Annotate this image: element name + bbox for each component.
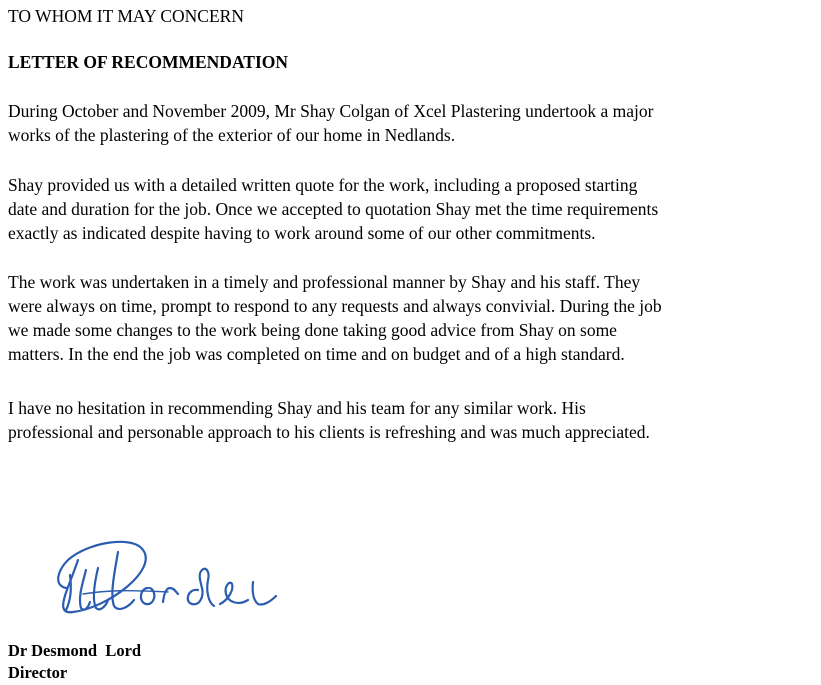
paragraph-recommendation [8,396,650,444]
signatory-title: Director [8,663,68,682]
paragraph-line: date and duration for the job. Once we accepted to quotation Shay met the time requirements [8,199,659,219]
paragraph-intro [8,99,653,147]
handwritten-signature [48,530,288,620]
letter-heading: LETTER OF RECOMMENDATION [8,52,289,72]
paragraph-line: I have no hesitation in recommending Shay and his team for any similar work. His [8,398,586,418]
paragraph-line: we made some changes to the work being done taking good advice from Shay on some [8,320,617,340]
paragraph-line: were always on time, prompt to respond to any requests and always convivial. During the job [8,296,662,316]
paragraph-line: During October and November 2009, Mr Shay Colgan of Xcel Plastering undertook a major [8,101,654,121]
salutation: TO WHOM IT MAY CONCERN [8,6,244,26]
paragraph-line: matters. In the end the job was completed on time and on budget and of a high standard. [8,344,625,364]
paragraph-quote [8,173,658,245]
paragraph-line: exactly as indicated despite having to work around some of our other commitments. [8,223,596,243]
paragraph-work [8,270,662,366]
paragraph-line: Shay provided us with a detailed written quote for the work, including a proposed starting [8,175,638,195]
paragraph-line: The work was undertaken in a timely and professional manner by Shay and his staff. They [8,272,641,292]
signatory-name: Dr Desmond Lord [8,641,142,660]
paragraph-line: professional and personable approach to his clients is refreshing and was much appreciated. [8,422,650,442]
paragraph-line: works of the plastering of the exterior of our home in Nedlands. [8,125,456,145]
